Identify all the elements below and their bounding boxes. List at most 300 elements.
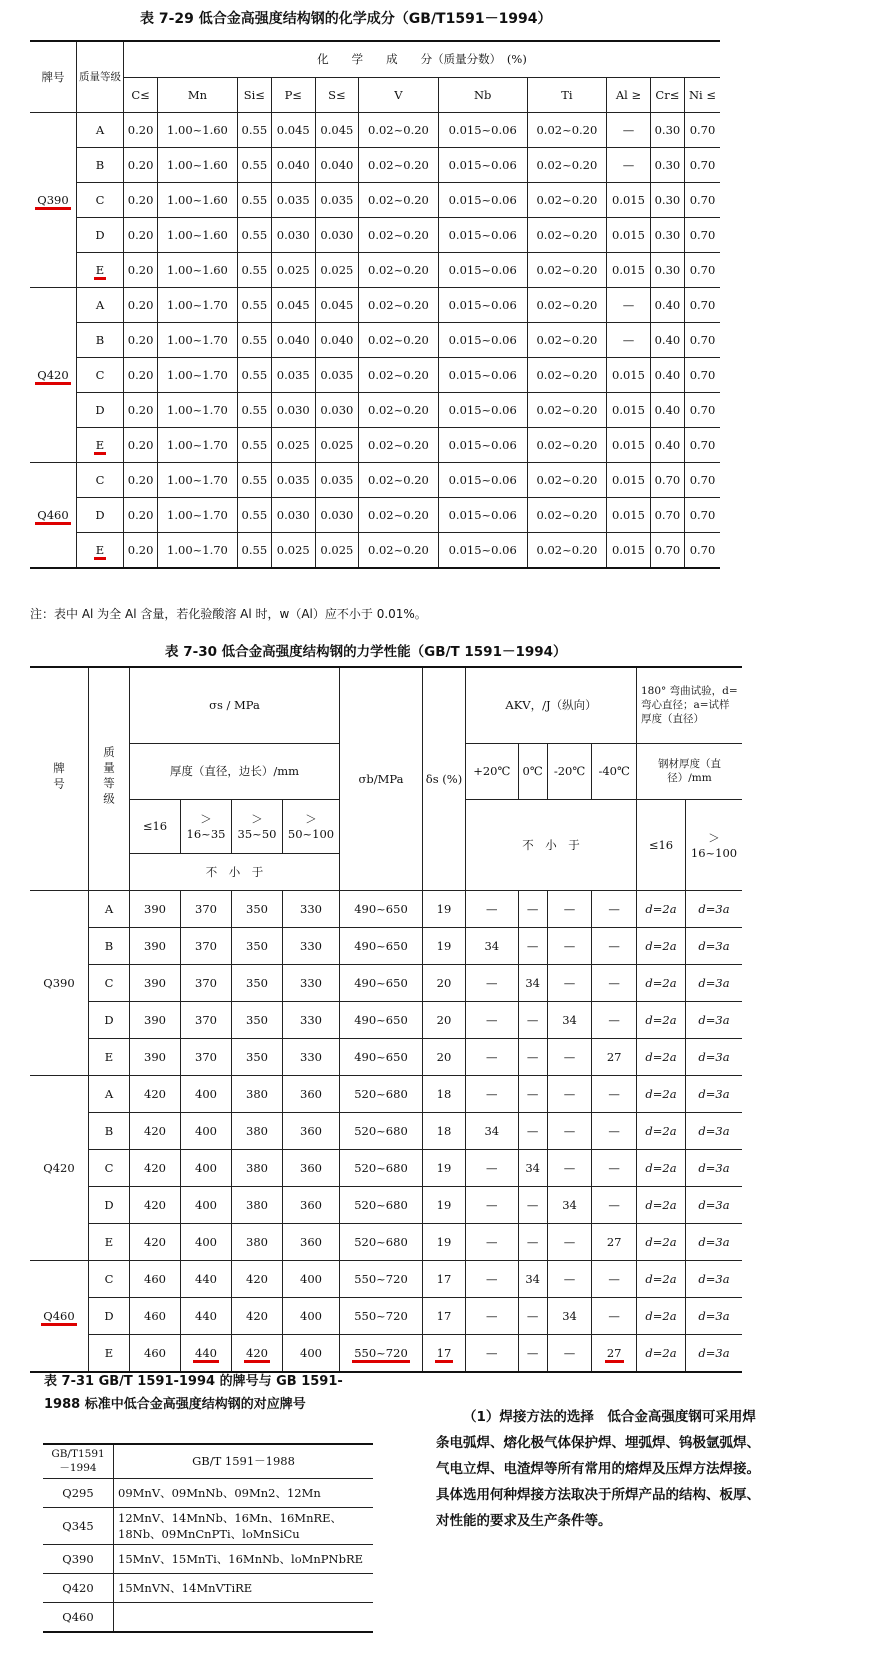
value-cell [283,1297,340,1334]
cell-value: 490~650 [354,1012,408,1027]
table-row [30,322,720,357]
value-cell [359,287,439,322]
value-cell [518,1297,547,1334]
value-cell [685,182,721,217]
table-row [30,392,720,427]
cell-value: d=3a [698,1160,730,1175]
cell-value: 490~650 [354,938,408,953]
cell-value: 390 [144,975,166,990]
cell-value: 390 [144,1012,166,1027]
cell-value: 370 [195,901,217,916]
value-cell [340,1112,423,1149]
grade-label: A [95,297,105,312]
cell-value: 360 [300,1123,322,1138]
value-cell [124,252,158,287]
value-cell [124,392,158,427]
cell-value: 0.02~0.20 [368,437,429,452]
value-cell [527,182,607,217]
table-row [30,1149,742,1186]
value-cell [315,182,359,217]
value-cell [637,1186,686,1223]
cell-value: 0.55 [241,332,268,347]
grade-label: A [104,901,114,916]
akv-header: AKV，/J（纵向） [466,667,637,743]
cell-value: — [622,297,635,312]
value-cell [466,1149,519,1186]
cell-value: d=2a [645,975,677,990]
value-cell [158,532,238,568]
cell-value: 0.70 [689,297,716,312]
head-1988: GB/T 1591－1988 [114,1444,374,1478]
cell-value: 0.30 [654,122,681,137]
cell-value: 0.55 [241,507,268,522]
value-cell [237,217,271,252]
value-cell [315,322,359,357]
cell-value: 0.02~0.20 [368,472,429,487]
cell-value: 360 [300,1234,322,1249]
value-cell [340,1001,423,1038]
value-cell [130,1334,181,1372]
cell-value: 0.040 [320,157,354,172]
brand-cell [30,112,77,287]
value-cell [466,1260,519,1297]
value-cell [527,112,607,147]
value-cell [124,147,158,182]
cell-value: 18 [436,1086,452,1101]
value-cell [315,392,359,427]
cell-value: 17 [436,1271,452,1286]
temp-40-minus: -40℃ [592,743,637,799]
value-cell [340,1334,423,1372]
col-si: Si≤ [237,77,271,112]
grade-label: B [104,1123,114,1138]
value-cell [232,1260,283,1297]
temp-20-minus: -20℃ [547,743,592,799]
grade-label: D [95,402,105,417]
value-cell [237,357,271,392]
cell-value: 27 [605,1346,624,1363]
value-cell [423,927,466,964]
cell-value: 0.02~0.20 [368,507,429,522]
cell-value: 0.02~0.20 [368,192,429,207]
value-cell [271,392,315,427]
col-p: P≤ [271,77,315,112]
cell-value: 0.015 [612,507,645,522]
value-cell [686,1038,743,1075]
cell-value: 380 [246,1234,268,1249]
temp-20-plus: +20℃ [466,743,519,799]
brand-label: Q390 [43,975,75,990]
cell-value: d=2a [645,901,677,916]
head-1994: GB/T1591－1994 [43,1444,114,1478]
cell-value: — [608,1271,620,1286]
value-cell [547,1001,592,1038]
value-cell [340,1297,423,1334]
brand-1994: Q460 [43,1602,114,1632]
cell-value: 330 [300,1049,322,1064]
cell-value: 0.20 [127,192,154,207]
cell-value: 0.70 [689,542,716,557]
value-cell [438,357,527,392]
value-cell [518,1260,547,1297]
grade-label: C [104,1271,114,1286]
grade-label: A [104,1086,114,1101]
cell-value: 0.20 [127,402,154,417]
cell-value: d=2a [645,1160,677,1175]
table-row [30,1223,742,1260]
value-cell [181,1075,232,1112]
value-cell [359,427,439,462]
grade-cell [89,890,130,927]
cell-value: 400 [195,1086,217,1101]
cell-value: d=2a [645,1049,677,1064]
value-cell [438,322,527,357]
cell-value: 19 [436,938,452,953]
value-cell [686,964,743,1001]
value-cell [607,462,651,497]
not-less-than-2: 不 小 于 [466,799,637,890]
cell-value: — [608,1160,620,1175]
value-cell [685,252,721,287]
grade-label: C [104,975,114,990]
table-row [30,1260,742,1297]
col-al: Al ≥ [607,77,651,112]
table-row [43,1544,373,1573]
grade-cell [77,532,124,568]
cell-value: 0.02~0.20 [368,332,429,347]
grade-label: E [94,438,106,455]
cell-value: 0.70 [689,157,716,172]
cell-value: 0.015 [612,227,645,242]
cell-value: — [622,122,635,137]
value-cell [685,147,721,182]
cell-value: 0.20 [127,437,154,452]
cell-value: 0.015~0.06 [448,297,517,312]
value-cell [592,1186,637,1223]
cell-value: 490~650 [354,901,408,916]
value-cell [315,357,359,392]
cell-value: 1.00~1.70 [167,402,228,417]
value-cell [547,1334,592,1372]
cell-value: 0.015 [612,472,645,487]
cell-value: — [486,1086,498,1101]
cell-value: 1.00~1.70 [167,472,228,487]
cell-value: 0.20 [127,297,154,312]
thick-col-2: ＞16~35 [181,799,232,853]
value-cell [271,357,315,392]
cell-value: 400 [195,1234,217,1249]
cell-value: 0.040 [276,157,310,172]
value-cell [237,252,271,287]
value-cell [315,427,359,462]
value-cell [527,392,607,427]
cell-value: 0.55 [241,192,268,207]
value-cell [130,1223,181,1260]
cell-value: 380 [246,1197,268,1212]
value-cell [423,1075,466,1112]
cell-value: 520~680 [354,1197,408,1212]
value-cell [592,1223,637,1260]
value-cell [637,1075,686,1112]
value-cell [466,1186,519,1223]
cell-value: 1.00~1.70 [167,297,228,312]
cell-value: 0.70 [654,542,681,557]
cell-value: — [486,1308,498,1323]
grade-label: C [104,1160,114,1175]
value-cell [315,497,359,532]
value-cell [271,217,315,252]
cell-value: d=2a [645,1234,677,1249]
cell-value: 34 [484,1123,500,1138]
grade-cell [77,112,124,147]
cell-value: — [526,901,539,916]
cell-value: 0.030 [276,507,310,522]
cell-value: 1.00~1.60 [167,122,228,137]
cell-value: — [526,1345,539,1360]
grade-label: E [104,1049,114,1064]
value-cell [181,1223,232,1260]
table-row [30,252,720,287]
value-cell [685,462,721,497]
value-cell [340,890,423,927]
value-cell [340,927,423,964]
value-cell [232,964,283,1001]
sigma-s-header: σs / MPa [130,667,340,743]
value-cell [271,287,315,322]
grade-cell [89,1186,130,1223]
value-cell [283,1149,340,1186]
cell-value: — [563,975,576,990]
brand-label: Q460 [35,508,70,525]
cell-value: 20 [436,1049,452,1064]
value-cell [315,532,359,568]
bend-col-1: ≤16 [637,799,686,890]
cell-value: d=2a [645,1197,677,1212]
cell-value: 0.02~0.20 [536,262,598,277]
cell-value: 1.00~1.60 [167,262,228,277]
cell-value: 34 [562,1197,577,1212]
cell-value: 370 [195,938,217,953]
value-cell [315,217,359,252]
cell-value: 370 [195,975,217,990]
value-cell [158,147,238,182]
cell-value: 0.035 [320,192,354,207]
value-cell [271,322,315,357]
value-cell [607,182,651,217]
table-row [43,1602,373,1632]
table-row [30,112,720,147]
cell-value: — [486,1271,498,1286]
cell-value: d=3a [698,1345,730,1360]
cell-value: 0.40 [654,297,681,312]
value-cell [547,927,592,964]
cell-value: 0.02~0.20 [536,227,598,242]
cell-value: 400 [195,1197,217,1212]
col-ni: Ni ≤ [685,77,721,112]
value-cell [232,890,283,927]
cell-value: 1.00~1.70 [167,437,228,452]
value-cell [466,927,519,964]
cell-value: 0.70 [689,122,716,137]
cell-value: 0.02~0.20 [536,542,598,557]
value-cell [650,462,684,497]
value-cell [124,532,158,568]
cell-value: — [486,975,498,990]
value-cell [637,1334,686,1372]
grade-cell [89,964,130,1001]
value-cell [438,252,527,287]
brand-cell [30,890,89,1075]
thick-col-3: ＞35~50 [232,799,283,853]
delta-header: δs (%) [423,667,466,890]
value-cell [283,1223,340,1260]
value-cell [130,1038,181,1075]
cell-value: — [563,1234,576,1249]
brands-1988: 12MnV、14MnNb、16Mn、16MnRE、18Nb、09MnCnPTi、loMnSiCu [114,1507,374,1544]
value-cell [592,890,637,927]
cell-value: 370 [195,1049,217,1064]
value-cell [637,1260,686,1297]
cell-value: — [608,1086,620,1101]
value-cell [271,182,315,217]
cell-value: 0.035 [320,472,354,487]
cell-value: — [608,938,620,953]
cell-value: 0.55 [241,437,268,452]
cell-value: 0.015~0.06 [448,262,517,277]
value-cell [283,964,340,1001]
table-row [43,1573,373,1602]
table-row [43,1507,373,1544]
value-cell [650,427,684,462]
value-cell [607,497,651,532]
value-cell [637,1223,686,1260]
cell-value: 0.02~0.20 [368,122,429,137]
cell-value: 0.02~0.20 [536,437,598,452]
cell-value: 420 [246,1308,268,1323]
cell-value: 34 [484,938,500,953]
value-cell [124,217,158,252]
cell-value: d=3a [698,1123,730,1138]
value-cell [607,427,651,462]
value-cell [466,1112,519,1149]
cell-value: 400 [300,1345,322,1360]
grade-label: E [94,543,106,560]
value-cell [685,322,721,357]
value-cell [181,1149,232,1186]
grade-cell [77,497,124,532]
brands-1988: 15MnV、15MnTi、16MnNb、loMnPNbRE [114,1544,374,1573]
col-v: V [359,77,439,112]
brand-label: Q390 [35,193,70,210]
brand-cell [30,287,77,462]
table2-body [30,890,742,1372]
value-cell [237,287,271,322]
cell-value: 400 [195,1160,217,1175]
value-cell [271,147,315,182]
value-cell [686,1186,743,1223]
value-cell [340,1223,423,1260]
value-cell [686,1260,743,1297]
value-cell [340,1186,423,1223]
composition-group-header: 化 学 成 分（质量分数） (%) [124,41,721,77]
value-cell [637,1297,686,1334]
value-cell [423,1001,466,1038]
cell-value: 520~680 [354,1234,408,1249]
brand-label: Q420 [43,1160,75,1175]
grade-label: B [104,938,114,953]
table2-title: 表 7-30 低合金高强度结构钢的力学性能（GB/T 1591－1994） [165,644,567,660]
thickness-header: 厚度（直径，边长）/mm [130,743,340,799]
cell-value: 420 [144,1123,166,1138]
chemical-composition-table [30,40,720,569]
grade-header: 质量等级 [77,41,124,112]
cell-value: 20 [436,975,452,990]
value-cell [423,1334,466,1372]
value-cell [527,427,607,462]
cell-value: — [526,1086,539,1101]
cell-value: 27 [606,1234,622,1249]
cell-value: — [563,901,576,916]
value-cell [592,1297,637,1334]
cell-value: 0.030 [320,227,354,242]
col-ti: Ti [527,77,607,112]
grade-cell [89,927,130,964]
cell-value: 350 [246,901,268,916]
value-cell [547,1038,592,1075]
cell-value: 0.55 [241,367,268,382]
value-cell [527,287,607,322]
value-cell [271,462,315,497]
cell-value: 330 [300,1012,322,1027]
cell-value: 440 [195,1308,217,1323]
value-cell [527,147,607,182]
cell-value: 0.20 [127,262,154,277]
grade-label: E [104,1345,114,1360]
brand-1994: Q420 [43,1573,114,1602]
value-cell [592,1038,637,1075]
cell-value: 360 [300,1197,322,1212]
value-cell [283,927,340,964]
cell-value: 0.30 [654,262,681,277]
grade-label: D [104,1197,114,1212]
value-cell [685,532,721,568]
grade-cell [77,217,124,252]
value-cell [686,1297,743,1334]
cell-value: 520~680 [354,1123,408,1138]
value-cell [130,1149,181,1186]
brand-label: Q460 [41,1309,76,1326]
grade-cell [77,462,124,497]
table-row [30,1297,742,1334]
brand-cell [30,462,77,568]
cell-value: 0.040 [276,332,310,347]
value-cell [130,890,181,927]
value-cell [124,497,158,532]
cell-value: 0.70 [689,367,716,382]
value-cell [283,1001,340,1038]
value-cell [607,392,651,427]
value-cell [359,497,439,532]
cell-value: — [622,332,635,347]
cell-value: 0.035 [276,367,310,382]
value-cell [271,252,315,287]
cell-value: d=3a [698,938,730,953]
cell-value: 350 [246,975,268,990]
value-cell [547,1149,592,1186]
grade-cell [89,1334,130,1372]
value-cell [158,322,238,357]
bend-header: 180° 弯曲试验，d=弯心直径；a=试样厚度（直径） [637,667,743,743]
